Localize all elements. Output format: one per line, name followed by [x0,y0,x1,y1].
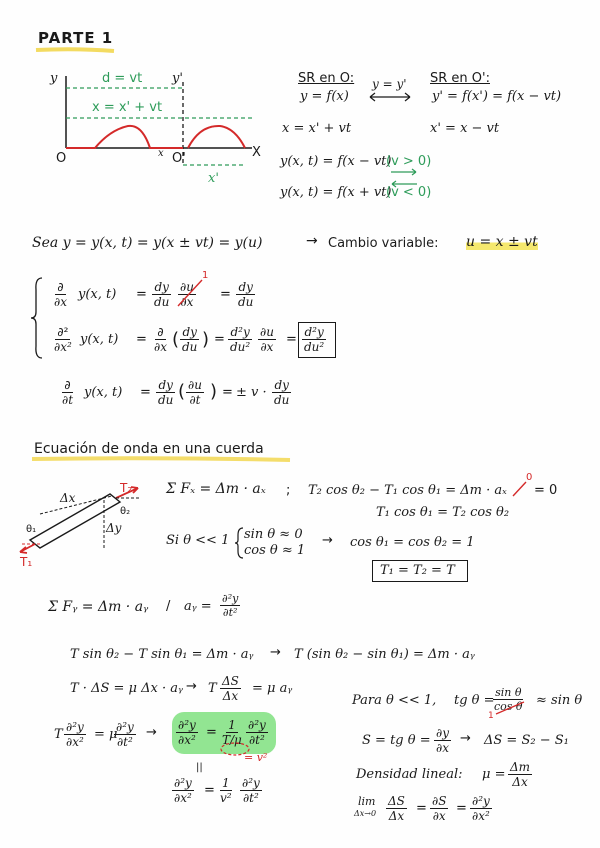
dx-p-2: ∂x [260,340,274,354]
graph-x-eq-label: x = x' + vt [92,100,163,115]
d-num: ∂ [57,280,64,294]
cos-approx: cos θ ≈ 1 [244,543,306,558]
du-3: du [182,340,198,354]
dy-4: dy [158,378,173,392]
graph-d-label: d = vt [102,71,143,86]
d2y-w2: ∂²y [116,720,134,734]
final-one: 1 [221,776,230,790]
du-p-1: ∂u [180,280,194,294]
dy-5: dy [274,378,289,392]
sum-fx: Σ Fₓ = Δm · aₓ [166,481,266,497]
brace-icon-2 [234,527,244,559]
px: ∂x [432,809,446,823]
tg-num: sin θ [495,686,522,699]
dens-label: Densidad lineal: [356,767,463,782]
eq-6: = [140,385,151,400]
paren-open-2: ( [178,381,186,402]
t-res: T₁ = T₂ = T [380,563,455,578]
xp-eq: x' = x − vt [430,121,500,136]
v2-mark: = v² [244,751,268,764]
tds: T · ΔS = μ Δx · aᵧ [70,681,183,696]
paren-open: ( [172,329,180,350]
wave-cond-1: (v > 0) [386,154,432,169]
eq-2: = [220,287,231,302]
tg-label: tg θ = [454,693,495,708]
d2y-w3: ∂²y [178,718,196,732]
mu-eq: μ = [482,767,506,782]
cancel-strike-icon-3 [494,700,528,716]
d2y-f1: ∂²y [174,776,192,790]
eq-1: = [136,287,147,302]
dy-2: dy [238,280,253,294]
arrow-tds: → [186,679,197,694]
dt-p-3: ∂t [189,393,201,407]
section-underline [32,456,292,462]
sin-approx: sin θ ≈ 0 [244,527,303,542]
d2y-f2: ∂²y [242,776,260,790]
u-eq: u = x ± vt [466,234,538,250]
brace-icon [30,276,44,360]
arrow-tsin: → [270,645,281,660]
title-underline [36,48,116,52]
dy-1: dy [154,280,169,294]
approx-sin: ≈ sin θ [536,693,583,708]
eq-lim-2: = [456,801,467,816]
dx2-f1: ∂x² [174,791,192,805]
wave-diagram [40,70,270,180]
dx-p-1: ∂x [180,295,194,309]
eq-3: = [136,332,147,347]
d-num-3: ∂ [64,378,71,392]
double-arrow-icon [368,92,412,102]
dt2-w2: ∂t² [116,735,133,749]
t2-label: T₂ [120,481,133,495]
page-title: PARTE 1 [38,29,114,47]
graph-origin-o: O [56,151,67,166]
du-p-3: ∂u [188,378,202,392]
dt2-ay: ∂t² [222,606,238,619]
pm-v: ± v · [236,385,267,400]
du2-1: du² [230,340,251,354]
arrow-si: → [322,533,333,548]
s-eq: S = tg θ = [362,733,431,748]
wave-eq-2: y(x, t) = f(x + vt) [280,185,392,200]
wave-eq-1: y(x, t) = f(x − vt) [280,154,392,169]
paren-close: ) [202,329,210,350]
arrow-left-icon [390,180,418,188]
dx-s: ∂x [436,741,449,755]
wave-one: 1 [228,718,236,732]
t-d2y: T [54,727,63,742]
parallel-mark: || [196,762,203,773]
dt2-w4: ∂t² [248,733,265,747]
graph-x-tick: x [158,148,164,159]
d2y-w1: ∂²y [66,720,84,734]
theta1-label: θ₁ [26,524,37,535]
dx-m: Δx [512,775,528,789]
final-v2: v² [220,791,232,805]
arrow-wave: → [146,725,157,740]
dx-l: Δx [388,809,405,823]
du-5: du [274,393,290,407]
du-1: du [154,295,170,309]
t1-label: T₁ [20,555,33,569]
semicolon: ; [286,483,291,498]
sea-line: Sea y = y(x, t) = y(x ± vt) = y(u) [32,235,263,251]
si-cond: Si θ << 1 [166,533,230,548]
dy-label: Δy [106,521,122,535]
tsin-res: T (sin θ₂ − sin θ₁) = Δm · aᵧ [294,647,475,662]
graph-x-axis: X [252,145,261,160]
lim-sub: Δx→0 [354,809,377,818]
eq-lim-1: = [416,801,427,816]
yxt-2: y(x, t) [80,332,119,347]
dx-frac: Δx [222,689,239,703]
t-eq: T₂ cos θ₂ − T₁ cos θ₁ = Δm · aₓ [308,483,507,498]
t-frac: T [208,681,217,696]
wave-cond-2: (v < 0) [386,185,432,200]
theta2-label: θ₂ [120,506,131,517]
sr-o-eq: y = f(x) [300,89,349,104]
cos-res: cos θ₁ = cos θ₂ = 1 [350,535,475,550]
dt2-f2: ∂t² [242,791,259,805]
para-cond: Para θ << 1, [352,693,437,708]
yxt-3: y(x, t) [84,385,123,400]
ds-frac: ΔS [222,674,239,688]
one-mark: 1 [488,711,494,721]
du-2: du [238,295,254,309]
dx-den: ∂x [54,295,67,309]
dx2-w3: ∂x² [178,733,196,747]
du-p-2: ∂u [260,325,274,339]
sr-op-label: SR en O': [430,71,490,86]
eq-w: = [206,725,217,740]
graph-origin-op: O' [172,151,186,166]
tsin: T sin θ₂ − T sin θ₁ = Δm · aᵧ [70,647,254,662]
dy-s: ∂y [436,726,449,740]
cancel-one: 1 [202,270,209,281]
wave-tmu: T/μ [222,733,242,747]
d-num-2: ∂ [157,325,164,339]
d2y-ay: ∂²y [222,592,239,605]
cambio-label: Cambio variable: [328,236,439,251]
lim-label: lim [358,795,376,808]
equiv-label: y = y' [372,77,407,91]
sum-fy: Σ Fᵧ = Δm · aᵧ [48,599,149,615]
graph-y-label: y [50,71,58,86]
dm-frac: Δm [510,760,531,774]
slash: / [166,599,171,614]
zero-mark: 0 [526,472,533,483]
d2y-1: d²y [230,325,250,339]
mu-ay: = μ aᵧ [252,681,293,696]
t-cos: T₁ cos θ₁ = T₂ cos θ₂ [376,505,510,520]
x-eq: x = x' + vt [282,121,352,136]
eq-4: = [214,332,225,347]
ay-eq: aᵧ = [184,599,212,614]
ds-l: ΔS [388,794,405,808]
eq-5: = [286,332,297,347]
du2-2: du² [304,340,325,354]
section-title: Ecuación de onda en una cuerda [34,441,264,457]
d2y-w4: ∂²y [248,718,266,732]
arrow-s: → [460,731,471,746]
d2-num: ∂² [57,325,69,339]
dx-den-2: ∂x [154,340,167,354]
arrow-right-icon [390,168,418,176]
dt-den: ∂t [62,393,74,407]
ds-eq: ΔS = S₂ − S₁ [484,733,569,748]
dx-label: Δx [60,491,76,505]
ps: ∂S [432,794,447,808]
dx2-den: ∂x² [54,340,72,354]
du-4: du [158,393,174,407]
graph-yp-label: y' [172,71,183,86]
eq-mu: = μ [94,727,118,742]
yxt-1: y(x, t) [78,287,117,302]
sr-o-label: SR en O: [298,71,355,86]
d2y-2: d²y [304,325,324,339]
dx2-l: ∂x² [472,809,490,823]
dy-3: dy [182,325,197,339]
tg-den: cos θ [494,700,523,713]
graph-xp-label: x' [208,171,219,186]
eq-7: = [222,385,233,400]
eq-final: = [204,783,215,798]
d2y-l: ∂²y [472,794,490,808]
sr-op-eq: y' = f(x') = f(x − vt) [432,89,562,104]
eq-zero: = 0 [534,483,558,498]
dx2-w1: ∂x² [66,735,84,749]
paren-close-2: ) [210,381,218,402]
sea-arrow: → [306,233,318,249]
